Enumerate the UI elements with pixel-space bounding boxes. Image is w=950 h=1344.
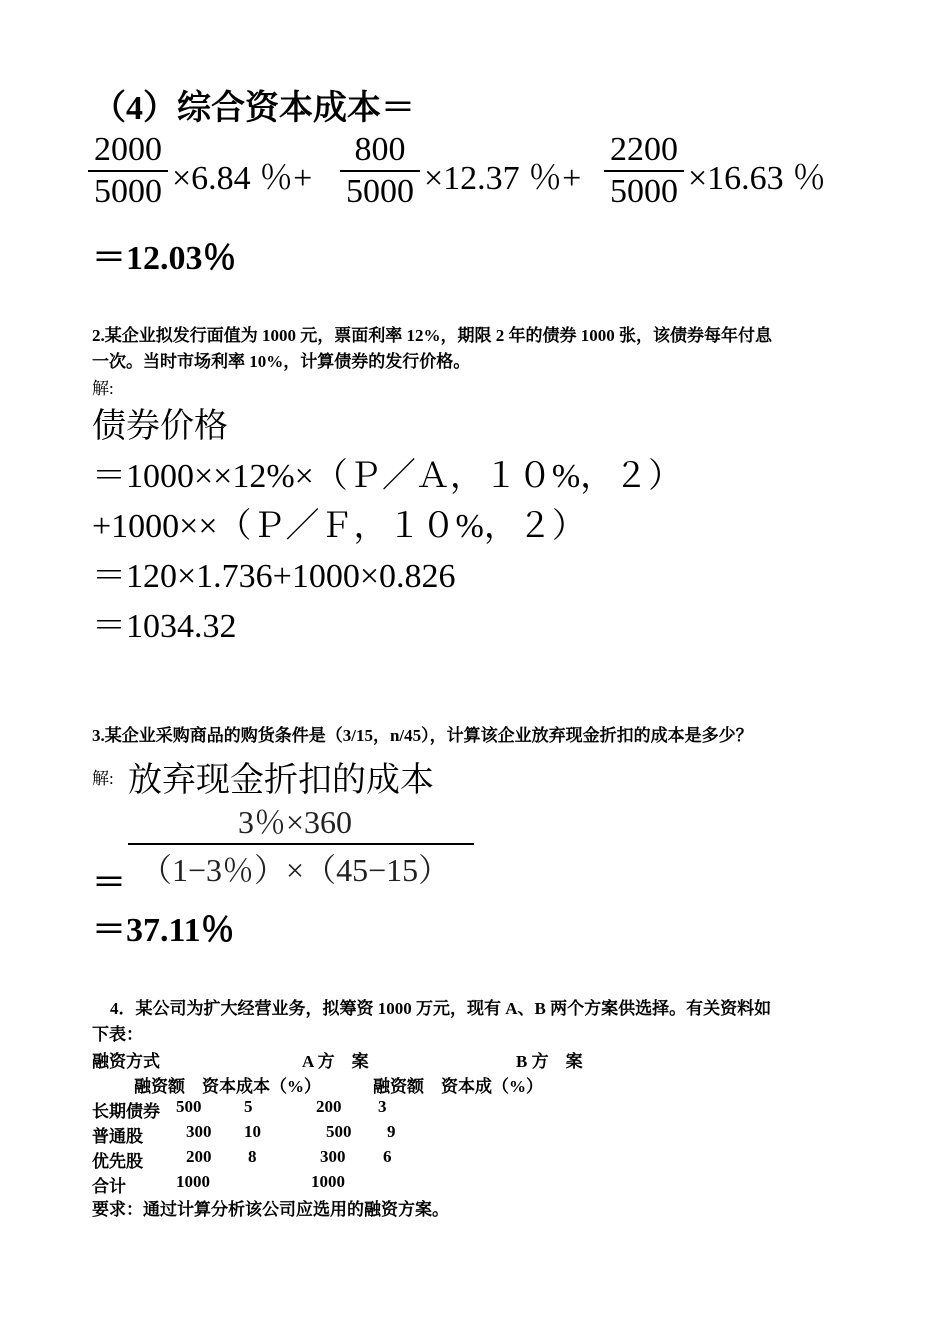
table-header-row-1 — [0, 1047, 950, 1073]
header-a-amount: 融资额 — [134, 1077, 185, 1096]
header-a-cost: 资本成本（%） — [202, 1077, 321, 1096]
q2-line-3: +1000××（Ｐ／Ｆ，１０%，２） — [92, 508, 586, 545]
q3-question: 3.某企业采购商品的购货条件是（3/15，n/45），计算该企业放弃现金折扣的成本是多少？ — [92, 726, 753, 745]
row-a-amount: 300 — [186, 1122, 212, 1141]
q2-line-5: ＝1034.32 — [92, 608, 237, 645]
multiplier-term-3: ×16.63 ％ — [688, 160, 827, 197]
q4-requirement: 要求：通过计算分析该公司应选用的融资方案。 — [92, 1200, 449, 1219]
fraction-denominator: 5000 — [346, 173, 414, 210]
multiplier-term-2: ×12.37 ％+ — [424, 160, 582, 197]
multiplier-term-1: ×6.84 ％+ — [172, 160, 313, 197]
q3-denominator: （1−3％）×（45−15） — [140, 852, 451, 888]
q4-question-line1: 4．某公司为扩大经营业务，拟筹资 1000 万元，现有 A、B 两个方案供选择。有关资料如 — [110, 999, 772, 1018]
table-row — [0, 1122, 950, 1148]
fraction-numerator: 2200 — [610, 131, 678, 168]
q2-line-1: 债券价格 — [92, 408, 228, 445]
header-financing-method: 融资方式 — [92, 1052, 160, 1071]
section4-title: （4）综合资本成本＝ — [92, 90, 415, 127]
row-b-cost: 3 — [378, 1097, 387, 1116]
fraction-term-1 — [88, 130, 168, 212]
row-b-amount: 200 — [316, 1097, 342, 1116]
row-b-amount: 1000 — [311, 1172, 345, 1191]
fraction-term-2 — [340, 130, 420, 212]
table-header-row-2 — [0, 1072, 950, 1098]
row-a-amount: 200 — [186, 1147, 212, 1166]
table-row — [0, 1097, 950, 1123]
row-b-cost: 6 — [383, 1147, 392, 1166]
row-name: 合计 — [92, 1177, 126, 1196]
row-name: 优先股 — [92, 1152, 143, 1171]
q3-answer-label: 解: — [92, 769, 114, 788]
q3-numerator: 3％×360 — [238, 804, 353, 840]
fraction-numerator: 800 — [354, 131, 406, 168]
header-plan-b: B 方 案 — [516, 1052, 583, 1071]
row-a-amount: 1000 — [176, 1172, 210, 1191]
row-b-amount: 300 — [320, 1147, 346, 1166]
q4-question-line2: 下表： — [92, 1025, 143, 1044]
q2-line-4: ＝120×1.736+1000×0.826 — [92, 558, 456, 595]
fraction-denominator: 5000 — [610, 173, 678, 210]
fraction-denominator: 5000 — [94, 173, 162, 210]
row-b-cost: 9 — [387, 1122, 396, 1141]
q2-question-line2: 一次。当时市场利率 10%，计算债券的发行价格。 — [92, 352, 471, 371]
section4-result: ＝12.03％ — [92, 240, 237, 277]
table-row-total — [0, 1172, 950, 1198]
q3-formula-title: 放弃现金折扣的成本 — [128, 762, 434, 799]
fraction-numerator: 2000 — [94, 131, 162, 168]
fraction-term-3 — [604, 130, 684, 212]
row-a-cost: 8 — [248, 1147, 257, 1166]
header-plan-a: A 方 案 — [302, 1052, 369, 1071]
q3-result: ＝37.11％ — [92, 912, 235, 949]
header-b-cost: 资本成（%） — [441, 1077, 543, 1096]
row-name: 普通股 — [92, 1127, 143, 1146]
row-name: 长期债券 — [92, 1102, 160, 1121]
row-a-cost: 10 — [244, 1122, 261, 1141]
table-row — [0, 1147, 950, 1173]
q2-answer-label: 解: — [92, 379, 114, 398]
row-a-amount: 500 — [176, 1097, 202, 1116]
q3-equals: ＝ — [92, 865, 126, 902]
q2-question-line1: 2.某企业拟发行面值为 1000 元，票面利率 12%，期限 2 年的债券 1000 张，该债券每年付息 — [92, 326, 772, 345]
row-b-amount: 500 — [326, 1122, 352, 1141]
q2-line-2: ＝1000××12%×（Ｐ／Ａ，１０%，２） — [92, 458, 683, 495]
header-b-amount: 融资额 — [373, 1077, 424, 1096]
row-a-cost: 5 — [244, 1097, 253, 1116]
